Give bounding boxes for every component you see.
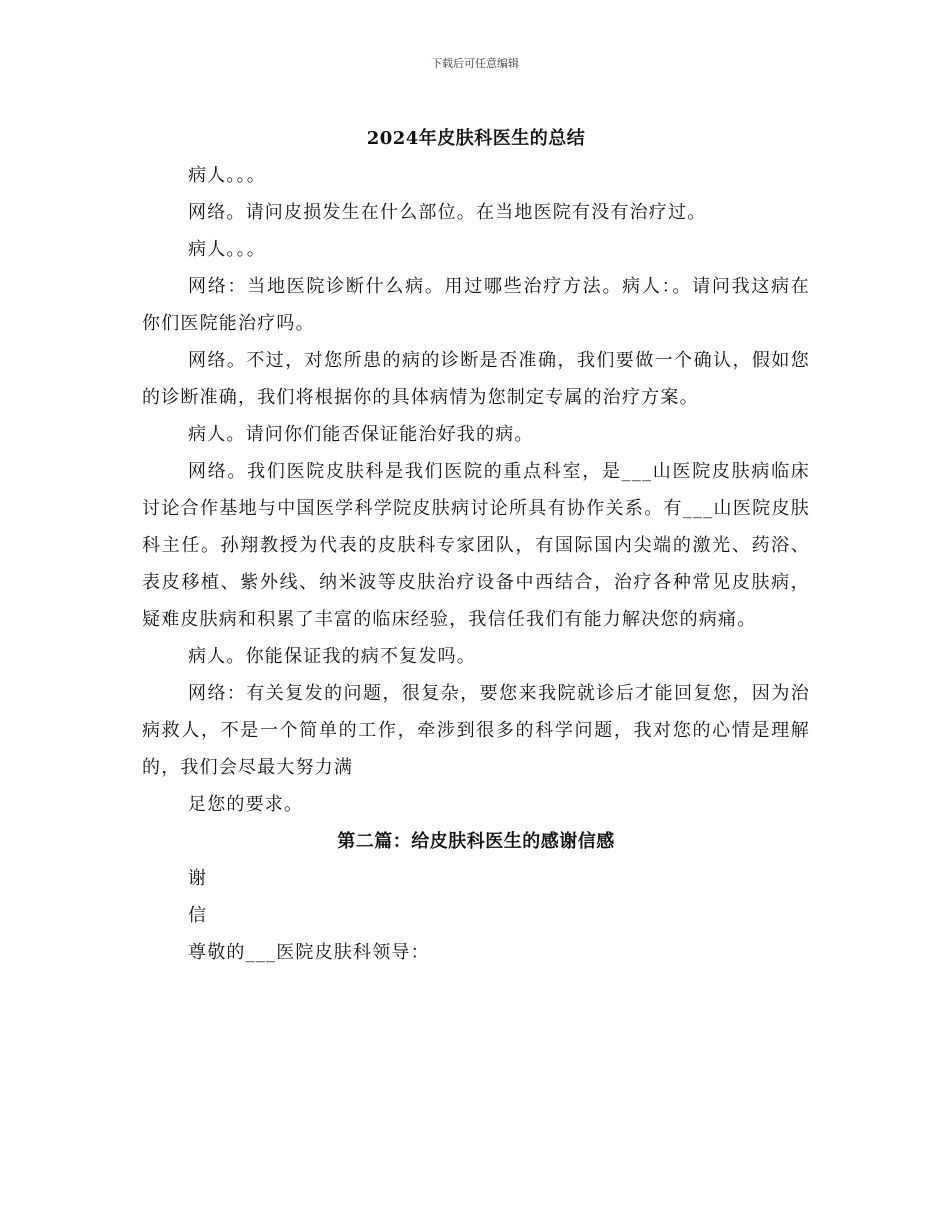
document-body xyxy=(142,120,810,971)
paragraph: 病人。。。 xyxy=(188,165,266,186)
page-header-note: 下载后可任意编辑 xyxy=(431,57,519,70)
paragraph: 网络。不过，对您所患的病的诊断是否准确，我们要做一个确认，假如您的诊断准确，我们将根据你的具体病情为您制定专属的治疗方案。 xyxy=(142,350,810,408)
paragraph: 信 xyxy=(188,905,208,926)
paragraph: 网络：当地医院诊断什么病。用过哪些治疗方法。病人：。请问我这病在你们医院能治疗吗。 xyxy=(142,276,810,334)
paragraph: 网络：有关复发的问题，很复杂，要您来我院就诊后才能回复您，因为治病救人，不是一个简单的工作，牵涉到很多的科学问题，我对您的心情是理解的，我们会尽最大努力满 xyxy=(142,683,810,778)
paragraph: 病人。请问你们能否保证能治好我的病。 xyxy=(188,424,534,445)
paragraph: 病人。你能保证我的病不复发吗。 xyxy=(188,646,476,667)
paragraph: 病人。。。 xyxy=(188,239,266,260)
document-title: 2024年皮肤科医生的总结 xyxy=(366,128,586,149)
paragraph: 网络。请问皮损发生在什么部位。在当地医院有没有治疗过。 xyxy=(188,202,707,223)
paragraph: 谢 xyxy=(188,868,208,889)
paragraph: 网络。我们医院皮肤科是我们医院的重点科室，是___山医院皮肤病临床讨论合作基地与中国医学科学院皮肤病讨论所具有协作关系。有___山医院皮肤科主任。孙翔教授为代表的皮肤科专家团队，有国际国内尖端的激光、药浴、表皮移植、紫外线、纳米波等皮肤治疗设备中西结合，治疗各种常见皮肤病，疑难皮肤病和积累了丰富的临床经验，我信任我们有能力解决您的病痛。 xyxy=(142,461,810,630)
paragraph: 足您的要求。 xyxy=(188,794,304,815)
section-title: 第二篇：给皮肤科医生的感谢信感 xyxy=(337,831,615,852)
paragraph: 尊敬的___医院皮肤科领导： xyxy=(188,942,430,963)
